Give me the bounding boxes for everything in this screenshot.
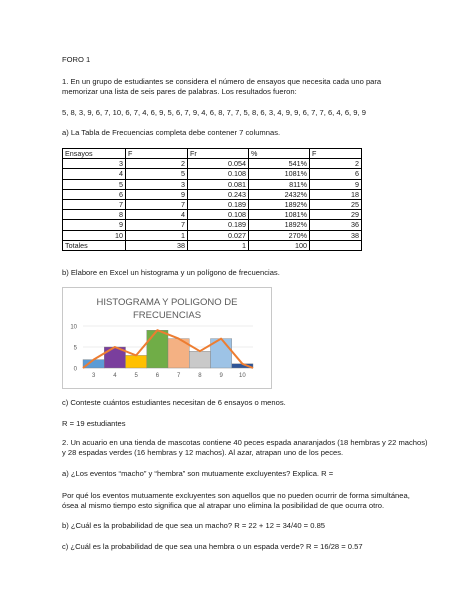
table-cell: 3 [63, 159, 126, 169]
frequency-table [62, 148, 362, 251]
table-cell: 25 [310, 199, 362, 209]
table-cell: 9 [63, 220, 126, 230]
table-cell: 3 [126, 179, 188, 189]
table-cell: 9 [310, 179, 362, 189]
table-header-cell: F [126, 149, 188, 159]
table-row [63, 179, 362, 189]
question-2b: b) ¿Cuál es la probabilidad de que sea un macho? R = 22 + 12 = 34/40 = 0.85 [62, 521, 326, 530]
table-cell: Totales [63, 240, 126, 250]
table-cell: 10 [63, 230, 126, 240]
table-cell: 7 [126, 220, 188, 230]
q2-line-2: y 28 espadas verdes (16 hembras y 12 machos). Al azar, atrapan uno de los peces. [62, 448, 344, 457]
q1-line-1: 1. En un grupo de estudiantes se considera el número de ensayos que necesita cada uno para [62, 77, 382, 86]
x-tick-label: 8 [198, 373, 202, 379]
x-tick-label: 3 [91, 373, 96, 379]
chart-title-line-2: FRECUENCIAS [132, 310, 202, 321]
table-header-cell: Fr [188, 149, 249, 159]
y-tick-label: 10 [70, 324, 77, 331]
table-cell: 100 [249, 240, 310, 250]
table-cell: 0.243 [188, 189, 249, 199]
q2-line-1: 2. Un acuario en una tienda de mascotas contiene 40 peces espada anaranjados (18 hembras y 22 machos) [62, 438, 428, 447]
histogram-bar [147, 330, 168, 368]
table-cell: 4 [126, 210, 188, 220]
table-cell: 6 [63, 189, 126, 199]
table-cell: 1081% [249, 169, 310, 179]
table-cell: 2432% [249, 189, 310, 199]
question-a: a) La Tabla de Frecuencias completa debe contener 7 columnas. [62, 128, 281, 137]
table-cell: 5 [126, 169, 188, 179]
question-2a: a) ¿Los eventos “macho” y “hembra” son mutuamente excluyentes? Explica. R = [62, 469, 334, 478]
explanation-line-1: Por qué los eventos mutuamente excluyentes son aquellos que no pueden ocurrir de forma simultánea, [62, 491, 410, 500]
table-cell: 6 [310, 169, 362, 179]
table-cell [310, 240, 362, 250]
q1-data-line: 5, 8, 3, 9, 6, 7, 10, 6, 7, 4, 6, 9, 5, 6, 7, 9, 4, 6, 8, 7, 7, 5, 8, 6, 3, 4, 9, 9, 6, 7, 7, 6, 4, 6, 9, 9 [62, 108, 366, 117]
question-c: c) Conteste cuántos estudiantes necesitan de 6 ensayos o menos. [62, 398, 286, 407]
table-cell: 0.108 [188, 210, 249, 220]
table-cell: 541% [249, 159, 310, 169]
table-row [63, 189, 362, 199]
table-cell: 29 [310, 210, 362, 220]
table-row [63, 220, 362, 230]
question-b: b) Elabore en Excel un histograma y un polígono de frecuencias. [62, 268, 280, 277]
table-cell: 0.108 [188, 169, 249, 179]
table-cell: 811% [249, 179, 310, 189]
table-cell: 1081% [249, 210, 310, 220]
answer-c: R = 19 estudiantes [62, 419, 126, 428]
table-cell: 1892% [249, 199, 310, 209]
table-cell: 1 [188, 240, 249, 250]
x-tick-label: 6 [155, 373, 160, 379]
table-cell: 38 [126, 240, 188, 250]
histogram-bar [126, 355, 147, 368]
table-row [63, 159, 362, 169]
table-cell: 4 [63, 169, 126, 179]
x-tick-label: 9 [219, 373, 223, 379]
table-cell: 5 [63, 179, 126, 189]
table-header-cell: % [249, 149, 310, 159]
table-cell: 7 [63, 199, 126, 209]
table-cell: 8 [63, 210, 126, 220]
x-tick-label: 10 [239, 373, 246, 379]
chart-title-line-1: HISTOGRAMA Y POLIGONO DE [96, 297, 238, 308]
table-row [63, 230, 362, 240]
table-cell: 0.189 [188, 199, 249, 209]
table-cell: 1892% [249, 220, 310, 230]
table-cell: 1 [126, 230, 188, 240]
table-header-row [63, 149, 362, 159]
table-cell: 270% [249, 230, 310, 240]
y-tick-label: 0 [73, 366, 77, 373]
table-cell: 36 [310, 220, 362, 230]
table-cell: 0.027 [188, 230, 249, 240]
table-cell: 0.081 [188, 179, 249, 189]
table-cell: 0.189 [188, 220, 249, 230]
x-tick-label: 5 [134, 373, 138, 379]
explanation-line-2: ósea al mismo tiempo esto significa que al atrapar uno elimina la posibilidad de que ocurra otro. [62, 501, 385, 510]
table-totals-row [63, 240, 362, 250]
table-cell: 9 [126, 189, 188, 199]
table-cell: 38 [310, 230, 362, 240]
table-cell: 2 [126, 159, 188, 169]
question-2c: c) ¿Cuál es la probabilidad de que sea una hembra o un espada verde? R = 16/28 = 0.57 [62, 542, 363, 551]
table-cell: 7 [126, 199, 188, 209]
x-tick-label: 7 [176, 373, 181, 379]
q1-line-2: memorizar una lista de seis pares de palabras. Los resultados fueron: [62, 87, 297, 96]
x-tick-label: 4 [113, 373, 117, 379]
table-row [63, 169, 362, 179]
table-header-cell: F [310, 149, 362, 159]
table-row [63, 199, 362, 209]
table-cell: 0.054 [188, 159, 249, 169]
table-header-cell: Ensayos [63, 149, 126, 159]
chart-svg [63, 288, 271, 388]
y-tick-label: 5 [73, 345, 77, 352]
table-row [63, 210, 362, 220]
table-cell: 18 [310, 189, 362, 199]
histogram-chart [62, 287, 272, 389]
histogram-bar [189, 351, 210, 368]
document-heading: FORO 1 [62, 55, 91, 64]
table-cell: 2 [310, 159, 362, 169]
